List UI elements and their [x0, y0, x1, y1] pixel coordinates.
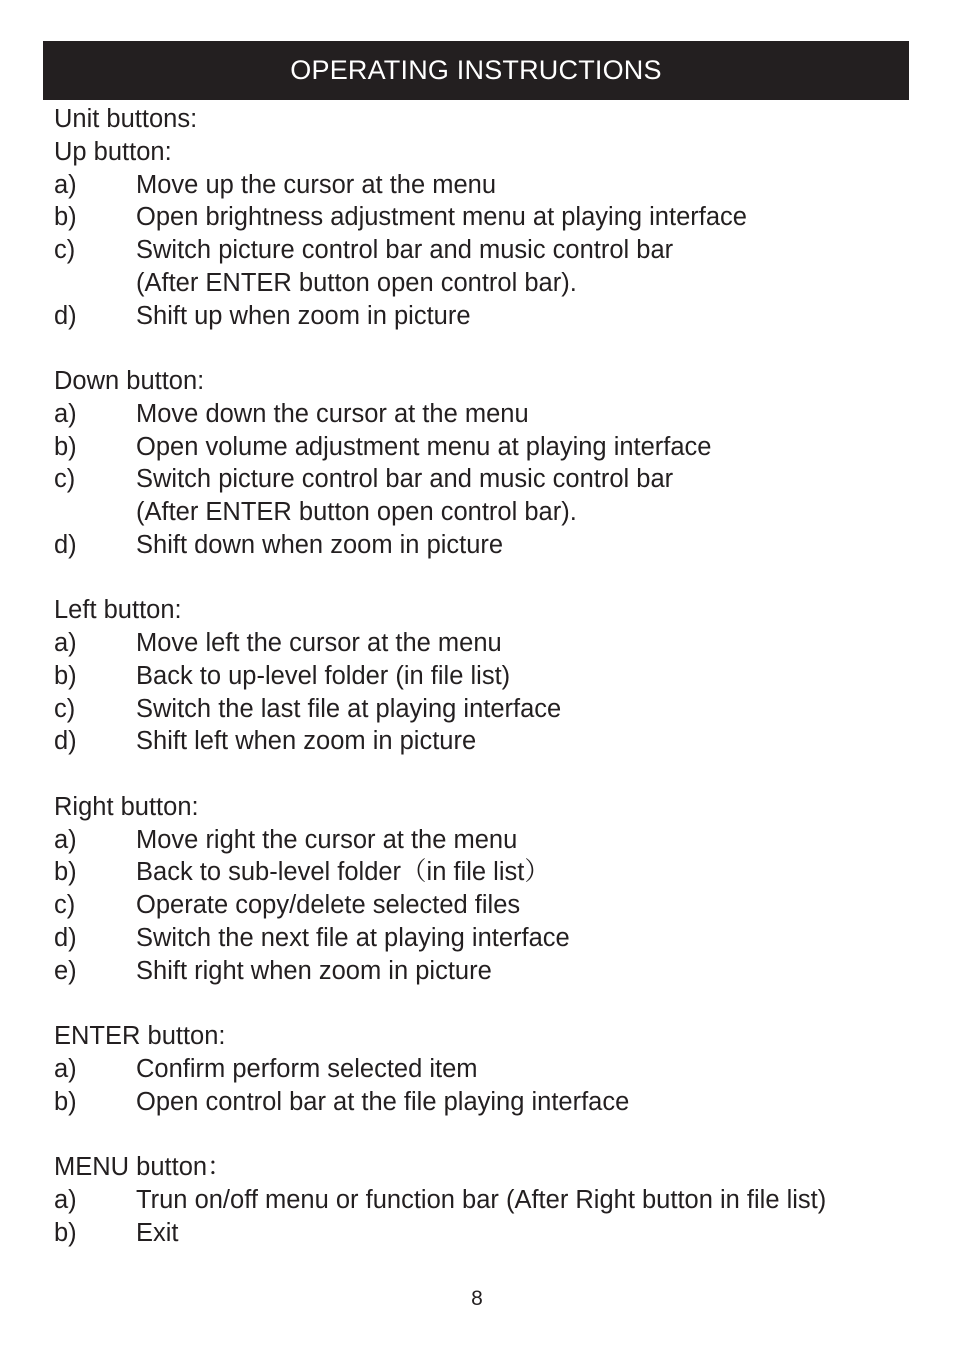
section-heading: MENU button：	[54, 1153, 233, 1181]
list-item	[54, 660, 914, 693]
list-item	[54, 1086, 914, 1119]
item-text: Exit	[136, 1218, 179, 1247]
item-label: c)	[54, 236, 76, 264]
list-item	[54, 1217, 914, 1250]
list-item	[54, 955, 914, 988]
item-label: a)	[54, 1054, 77, 1083]
list-item	[54, 627, 914, 660]
button-sections	[54, 136, 914, 1250]
section-spacer	[54, 1118, 914, 1151]
item-label: b)	[54, 1218, 77, 1247]
item-label: d)	[54, 301, 77, 330]
item-text: Back to up-level folder (in file list)	[136, 661, 511, 690]
section-spacer	[54, 987, 914, 1020]
list-item	[54, 496, 914, 529]
item-label: c)	[54, 694, 76, 723]
item-text: Shift down when zoom in picture	[136, 530, 504, 559]
list-item	[54, 889, 914, 922]
list-item	[54, 463, 914, 496]
item-label: a)	[54, 170, 77, 199]
section-heading: Left button:	[54, 596, 182, 625]
list-item	[54, 234, 914, 267]
item-text: Move right the cursor at the menu	[136, 825, 518, 854]
item-text: Shift left when zoom in picture	[136, 727, 477, 756]
item-text: Open volume adjustment menu at playing interface	[136, 432, 712, 461]
intro-heading: Unit buttons:	[54, 105, 198, 133]
item-label: b)	[54, 203, 77, 232]
list-item	[54, 300, 914, 333]
item-text: Shift up when zoom in picture	[136, 301, 471, 330]
list-item	[54, 824, 914, 857]
item-label: b)	[54, 432, 77, 461]
section-spacer	[54, 332, 914, 365]
section-title: OPERATING INSTRUCTIONS	[290, 55, 662, 85]
item-text: Move down the cursor at the menu	[136, 399, 529, 428]
section-heading: Down button:	[54, 367, 205, 395]
item-text: (After ENTER button open control bar).	[136, 268, 577, 297]
section-heading: ENTER button:	[54, 1022, 226, 1050]
list-item	[54, 267, 914, 300]
item-label: d)	[54, 530, 77, 559]
item-text: Open brightness adjustment menu at playing interface	[136, 203, 747, 232]
item-text: Switch the next file at playing interface	[136, 923, 570, 952]
section-spacer	[54, 562, 914, 595]
list-item	[54, 693, 914, 726]
item-label: e)	[54, 956, 77, 985]
item-label: d)	[54, 923, 77, 952]
item-label: b)	[54, 1087, 77, 1116]
item-label: b)	[54, 858, 77, 887]
instructions-content	[54, 103, 914, 1249]
list-item	[54, 856, 914, 889]
list-item	[54, 431, 914, 464]
section-spacer	[54, 758, 914, 791]
list-item	[54, 1053, 914, 1086]
item-text: Move left the cursor at the menu	[136, 629, 502, 657]
item-label: c)	[54, 465, 76, 494]
item-text: Switch picture control bar and music control bar	[136, 236, 674, 264]
item-text: Switch picture control bar and music control bar	[136, 465, 674, 494]
item-text: Shift right when zoom in picture	[136, 956, 492, 985]
item-label: d)	[54, 727, 77, 756]
list-item	[54, 725, 914, 758]
item-label: b)	[54, 661, 77, 690]
list-item	[54, 1184, 914, 1217]
item-text: Open control bar at the file playing interface	[136, 1087, 630, 1116]
item-text: Back to sub-level folder（in file list）	[136, 858, 550, 887]
list-item	[54, 398, 914, 431]
item-label: a)	[54, 1185, 77, 1214]
item-label: a)	[54, 629, 77, 657]
item-text: Confirm perform selected item	[136, 1054, 478, 1083]
item-text: Switch the last file at playing interface	[136, 694, 562, 723]
item-label: c)	[54, 891, 76, 919]
item-text: (After ENTER button open control bar).	[136, 498, 577, 526]
item-text: Move up the cursor at the menu	[136, 170, 497, 199]
list-item	[54, 922, 914, 955]
item-text: Trun on/off menu or function bar (After Right button in file list)	[136, 1185, 827, 1214]
item-label: a)	[54, 399, 77, 428]
item-text: Operate copy/delete selected files	[136, 891, 521, 919]
page-number: 8	[471, 1287, 483, 1310]
list-item	[54, 169, 914, 202]
section-heading: Right button:	[54, 792, 199, 821]
section-heading: Up button:	[54, 137, 172, 166]
list-item	[54, 201, 914, 234]
section-header	[43, 41, 909, 100]
item-label: a)	[54, 825, 77, 854]
list-item	[54, 529, 914, 562]
